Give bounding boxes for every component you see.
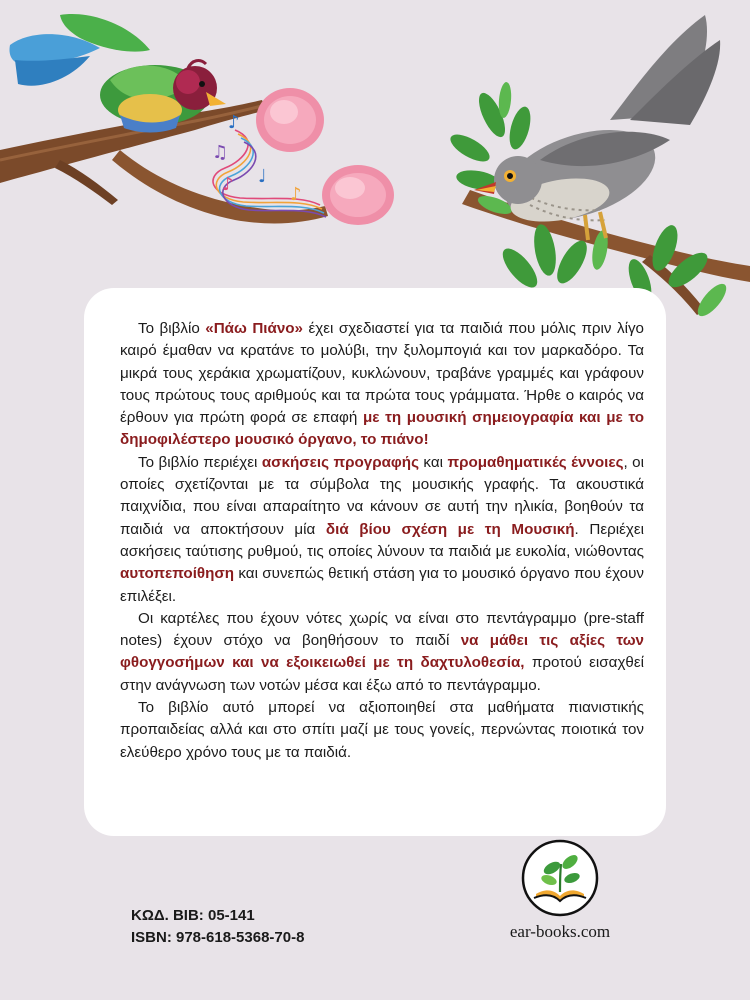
description-paragraph-3: Οι καρτέλες που έχουν νότες χωρίς να είναι στο πεντάγραμμο (pre-staff notes) έχουν στόχο να βοηθήσουν το παιδί να μάθει τις αξίες των φθογγοσήμων και να εξοικειωθεί με τη δαχτυλοθεσία, προτού εισαχθεί στην ανάγνωση των νοτών μέσα και έξω από το πεντάγραμμο. <box>120 609 645 694</box>
highlight-premath: προμαθηματικές έννοιες <box>447 453 624 471</box>
colorful-bird <box>9 14 226 132</box>
left-branch-twig <box>55 160 118 205</box>
catalog-code: ΚΩΔ. ΒΙΒ: 05-141 <box>131 907 255 924</box>
book-title-highlight: «Πάω Πιάνο» <box>205 320 304 337</box>
book-codes <box>131 905 304 949</box>
pink-blossom-top <box>256 88 324 152</box>
svg-text:♪: ♪ <box>222 174 234 195</box>
isbn-code: ISBN: 978-618-5368-70-8 <box>131 929 305 946</box>
description-paragraph-2: Το βιβλίο περιέχει ασκήσεις προγραφής και προμαθηματικές έννοιες, οι οποίες σχετίζονται με τα σύμβολα της μουσικής γραφής. Τα ακουστικά παιχνίδια, που είναι απαραίτητο να κάνουν σε αυτή την ηλικία, βοηθούν τα παιδιά να αποκτήσουν μία διά βίου σχέση με τη Μουσική. Περιέχει ασκήσεις ταύτισης ρυθμού, τις οποίες λύνουν τα παιδιά με ευκολία, νιώθοντας αυτοπεποίθηση και συνεπώς θετική στάση για το μουσικό όργανο που έχουν επιλέξει. <box>120 453 644 605</box>
highlight-note-values: να μάθει τις αξίες των φθογγοσήμων και να εξοικειωθεί με τη δαχτυλοθεσία, <box>120 632 644 672</box>
highlight-prewriting: ασκήσεις προγραφής <box>261 453 419 471</box>
publisher-name[interactable]: ear-books.com <box>509 922 611 941</box>
description-paragraph-4: Το βιβλίο αυτό μπορεί να αξιοποιηθεί στα μαθήματα πιανιστικής προπαιδείας αλλά και στο σπίτι μαζί με τους γονείς, περνώντας ποιοτικά τον ελεύθερο χρόνο τους με τα παιδιά. <box>120 699 644 761</box>
description-paragraph-1: Το βιβλίο «Πάω Πιάνο» έχει σχεδιαστεί για τα παιδιά που μόλις πριν λίγο καιρό έμαθαν να κρατάνε το μολύβι, την ξυλομπογιά και τον μαρκαδόρο. Τα μικρά τους χεράκια χρωματίζουν, κυκλώνουν, τραβάνε γραμμές και γράφουν τους πρώτους τους αριθμούς και τα πρώτα τους γράμματα. Ήρθε ο καιρός να έρθουν για πρώτη φορά σε επαφή με τη μουσική σημειογραφία και με το δημοφιλέστερο μουσικό όργανο, το πιάνο! <box>120 320 645 449</box>
book-sprout-logo-icon <box>520 838 600 918</box>
highlight-lifelong: διά βίου σχέση με τη Μουσική <box>325 520 575 538</box>
svg-text:♫: ♫ <box>212 142 229 163</box>
pink-blossom-bottom <box>322 165 394 225</box>
publisher-block <box>490 838 630 942</box>
description-panel <box>84 288 666 836</box>
highlight-confidence: αυτοπεποίθηση <box>120 565 235 583</box>
highlight-music-notation: με τη μουσική σημειογραφία και με το δημοφιλέστερο μουσικό όργανο, το πιάνο! <box>120 409 644 449</box>
svg-text:♩: ♩ <box>258 166 267 187</box>
svg-text:♪: ♪ <box>290 184 302 205</box>
svg-text:♪: ♪ <box>228 112 240 133</box>
